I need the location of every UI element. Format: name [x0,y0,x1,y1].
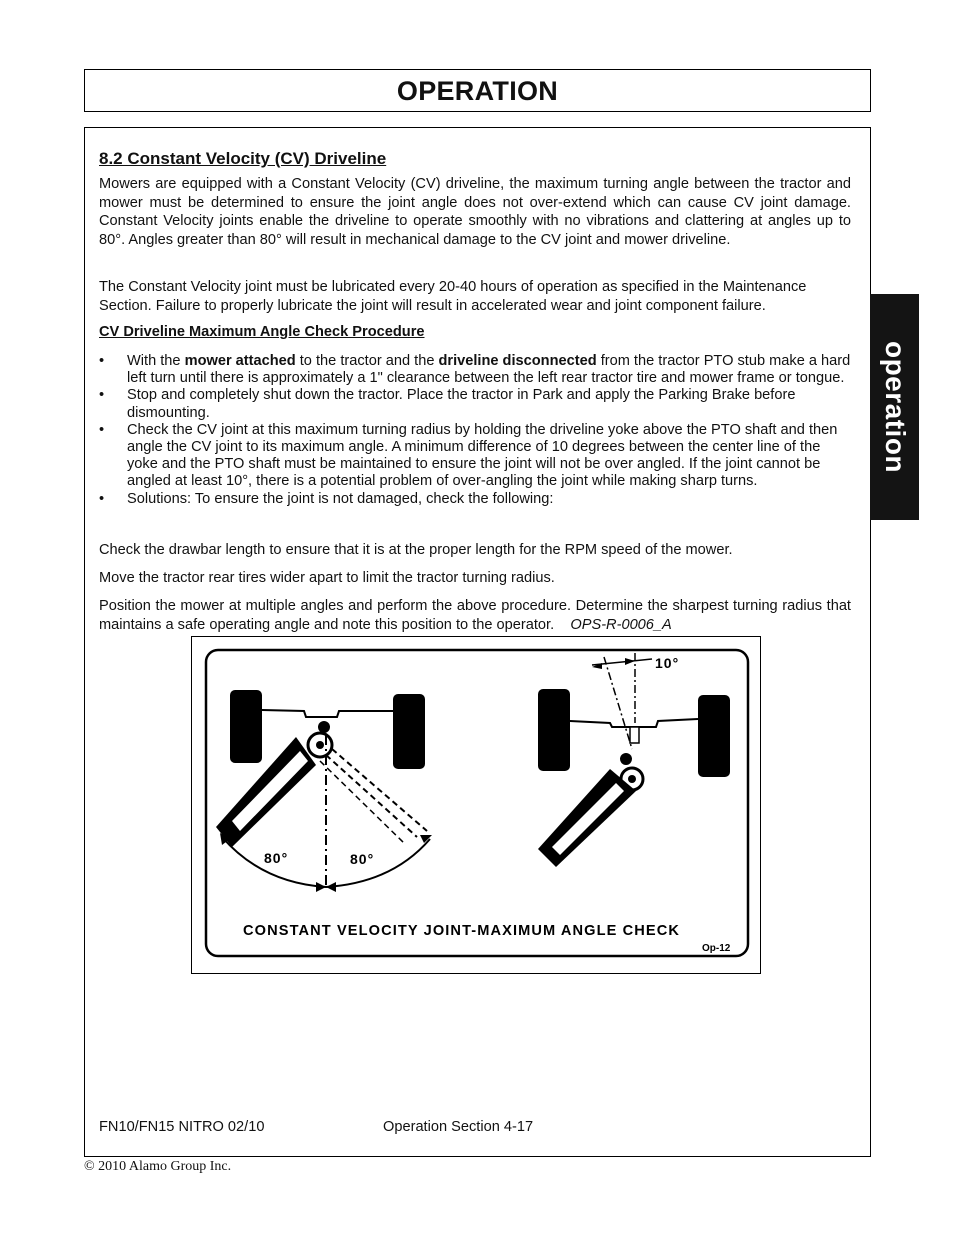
intro-paragraph: Mowers are equipped with a Constant Velocity (CV) driveline, the maximum turning angle between the tractor and mower must be determined to ensure the joint angle does not over-extend which can cause CV joint damage. Constant Velocity joints enable the driveline to operate smoothly with no vibrations and clattering at angles up to 80°. Angles greater than 80° will result in mechanical damage to the CV joint and mower driveline. [99,176,851,249]
axle-2 [570,719,698,727]
dashed-shaft-edge [320,761,404,843]
figure-inner-border [206,650,748,956]
angle-label-left: 80° [264,850,289,866]
list-item [99,491,851,508]
angle-label-10: 10° [655,655,680,671]
figure-code: Op-12 [702,943,731,954]
figure-frame [191,636,761,974]
bullet-marker: • [99,353,105,369]
bullet1-text-c: from the tractor PTO stub make a hard left turn until there is approximately a 1" clearance between the left rear tractor tire and mower frame or tongue. [127,353,851,387]
list-item [99,422,851,491]
bullet-marker: • [99,387,105,404]
arc-arrow-center-right [326,882,336,892]
cv-joint-hub [316,741,324,749]
right-tire-2 [698,695,730,777]
footer-model: FN10/FN15 NITRO 02/10 [99,1119,265,1135]
right-tractor-diagram [538,653,730,867]
angle-arrow-head-right-2 [625,658,635,665]
position-paragraph [99,597,851,634]
procedure-subheading: CV Driveline Maximum Angle Check Procedure [99,324,425,340]
copyright-notice: © 2010 Alamo Group Inc. [84,1159,232,1174]
bullet4-text: Solutions: To ensure the joint is not damaged, check the following: [127,490,554,507]
left-tractor-diagram [216,690,432,892]
arc-arrow-center-left [316,882,326,892]
figure-caption: CONSTANT VELOCITY JOINT-MAXIMUM ANGLE CHECK [243,923,681,939]
pto-stub [318,721,330,733]
arc-arrow-right [420,835,432,843]
page-title: OPERATION [396,76,559,106]
header-box [84,69,871,112]
bullet-marker: • [99,490,105,507]
angle-label-right: 80° [350,851,375,867]
section-title: 8.2 Constant Velocity (CV) Driveline [99,149,387,168]
side-tab [870,294,919,520]
yoke-top-2 [620,753,632,765]
axle [262,710,393,717]
pto-stub-2 [630,727,639,743]
bullet1-text-a: With the [127,353,185,369]
yoke-line-2 [604,657,632,749]
bullet3-text: Check the CV joint at this maximum turning radius by holding the driveline yoke above the PTO shaft and then angle the CV joint to its maximum angle. A minimum difference of 10 degrees between the center line of the yoke and the PTO shaft must be maintained to ensure the joint will not be over angled. If the joint cannot be angled at least 10°, there is a potential problem of over-angling the joint while making sharp turns. [127,421,838,490]
bullet1-bold-a: mower attached [184,353,296,369]
tires-paragraph: Move the tractor rear tires wider apart to limit the tractor turning radius. [99,570,555,586]
cv-angle-diagram [192,637,760,973]
side-tab-label: operation [879,340,911,474]
left-tire-2 [538,689,570,771]
reference-code: OPS-R-0006_A [570,616,672,633]
bullet2-text: Stop and completely shut down the tractor. Place the tractor in Park and apply the Parking Brake before dismounting. [127,387,796,421]
position-paragraph-text: Position the mower at multiple angles and perform the above procedure. Determine the sharpest turning radius that maintains a safe operating angle and note this position to the operator. [99,598,851,633]
drawbar-line: Check the drawbar length to ensure that it is at the proper length for the RPM speed of the mower. [99,542,733,558]
cv-joint-hub-2 [628,775,636,783]
lubrication-paragraph: The Constant Velocity joint must be lubricated every 20-40 hours of operation as specified in the Maintenance Section. Failure to properly lubricate the joint will result in accelerated wear and joint component failure. [99,279,807,314]
footer-page-number: Operation Section 4-17 [383,1119,534,1135]
left-tire [230,690,262,763]
bullet1-text-b: to the tractor and the [295,353,439,369]
list-item [99,387,851,421]
right-tire [393,694,425,769]
bullet1-bold-b: driveline disconnected [438,353,597,369]
procedure-list [99,353,851,508]
bullet-marker: • [99,421,105,438]
list-item [99,353,851,387]
